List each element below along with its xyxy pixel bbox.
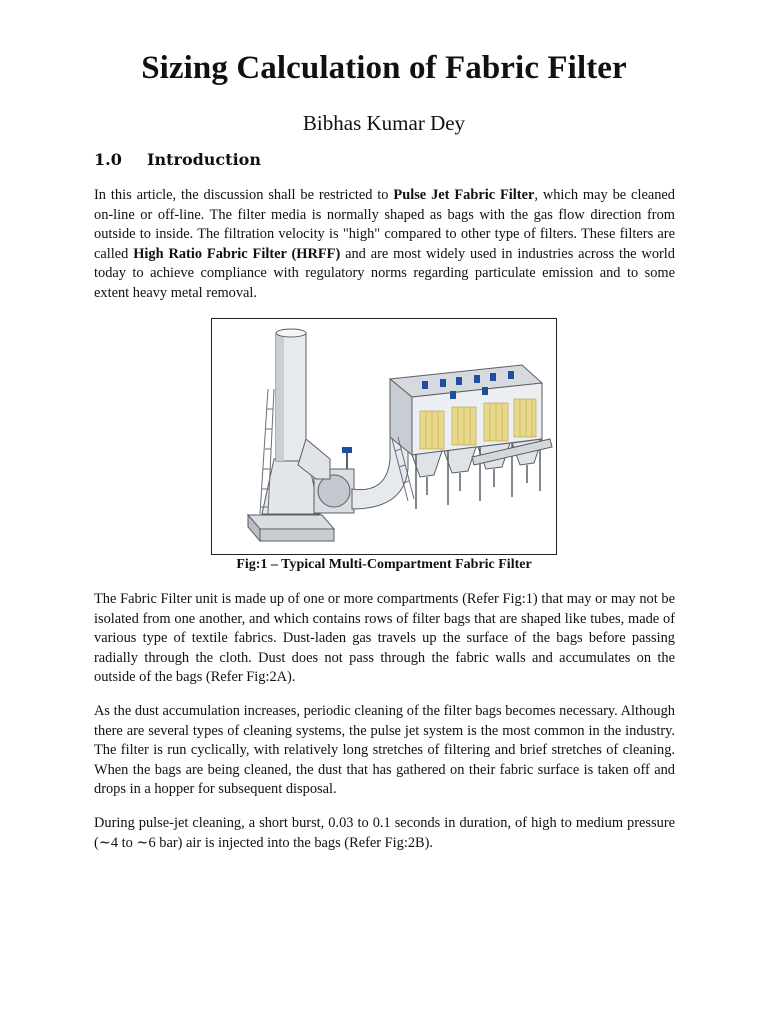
figure-caption: Fig:1 – Typical Multi-Compartment Fabric Filter	[236, 557, 532, 572]
stack-base	[248, 515, 334, 529]
fabric-filter-figure	[211, 318, 557, 555]
duct-valve	[342, 447, 352, 453]
intro-paragraph: In this article, the discussion shall be restricted to Pulse Jet Fabric Filter, which may be cleaned on-line or off-line. The filter media is normally shaped as bags with the gas flow direction from outside to inside. The filtration velocity is "high" compared to other type of filters. These filters are called High Ratio Fabric Filter (HRFF) and are most widely used in industries across the world today to achieve compliance with regulatory norms regarding particulate emission and to some extent heavy metal removal.	[94, 187, 675, 301]
section-heading	[94, 150, 261, 169]
hrff-term: High Ratio Fabric Filter (HRFF)	[133, 245, 341, 262]
document-author: Bibhas Kumar Dey	[302, 111, 466, 135]
section-title: Introduction	[147, 150, 261, 169]
section-number: 1.0	[94, 150, 122, 169]
body-paragraph-pulse-jet: During pulse-jet cleaning, a short burst, 0.03 to 0.1 seconds in duration, of high to medium pressure (∼4 to ∼6 bar) air is injected into the bags (Refer Fig:2B).	[94, 815, 675, 851]
pulse-jet-term: Pulse Jet Fabric Filter	[393, 187, 535, 203]
document-title: Sizing Calculation of Fabric Filter	[141, 50, 627, 86]
body-paragraph-cleaning: As the dust accumulation increases, periodic cleaning of the filter bags becomes necessary. Although there are several types of cleaning systems, the pulse jet system is the most common in the industry. The filter is run cyclically, with relatively long stretches of filtering and brief stretches of cleaning. When the bags are being cleaned, the dust that has gathered on their fabric surface is taken off and drops in a hopper for subsequent disposal.	[94, 703, 675, 797]
body-paragraph-compartments: The Fabric Filter unit is made up of one or more compartments (Refer Fig:1) that may or may not be isolated from one another, and which contains rows of filter bags that are shaped like tubes, made of various type of textile fabrics. Dust-laden gas travels up the surface of the bags before passing radially through the cloth. Dust does not pass through the fabric walls and accumulates on the outside of the bags (Refer Fig:2A).	[94, 591, 675, 685]
fabric-filter-illustration	[212, 319, 556, 554]
